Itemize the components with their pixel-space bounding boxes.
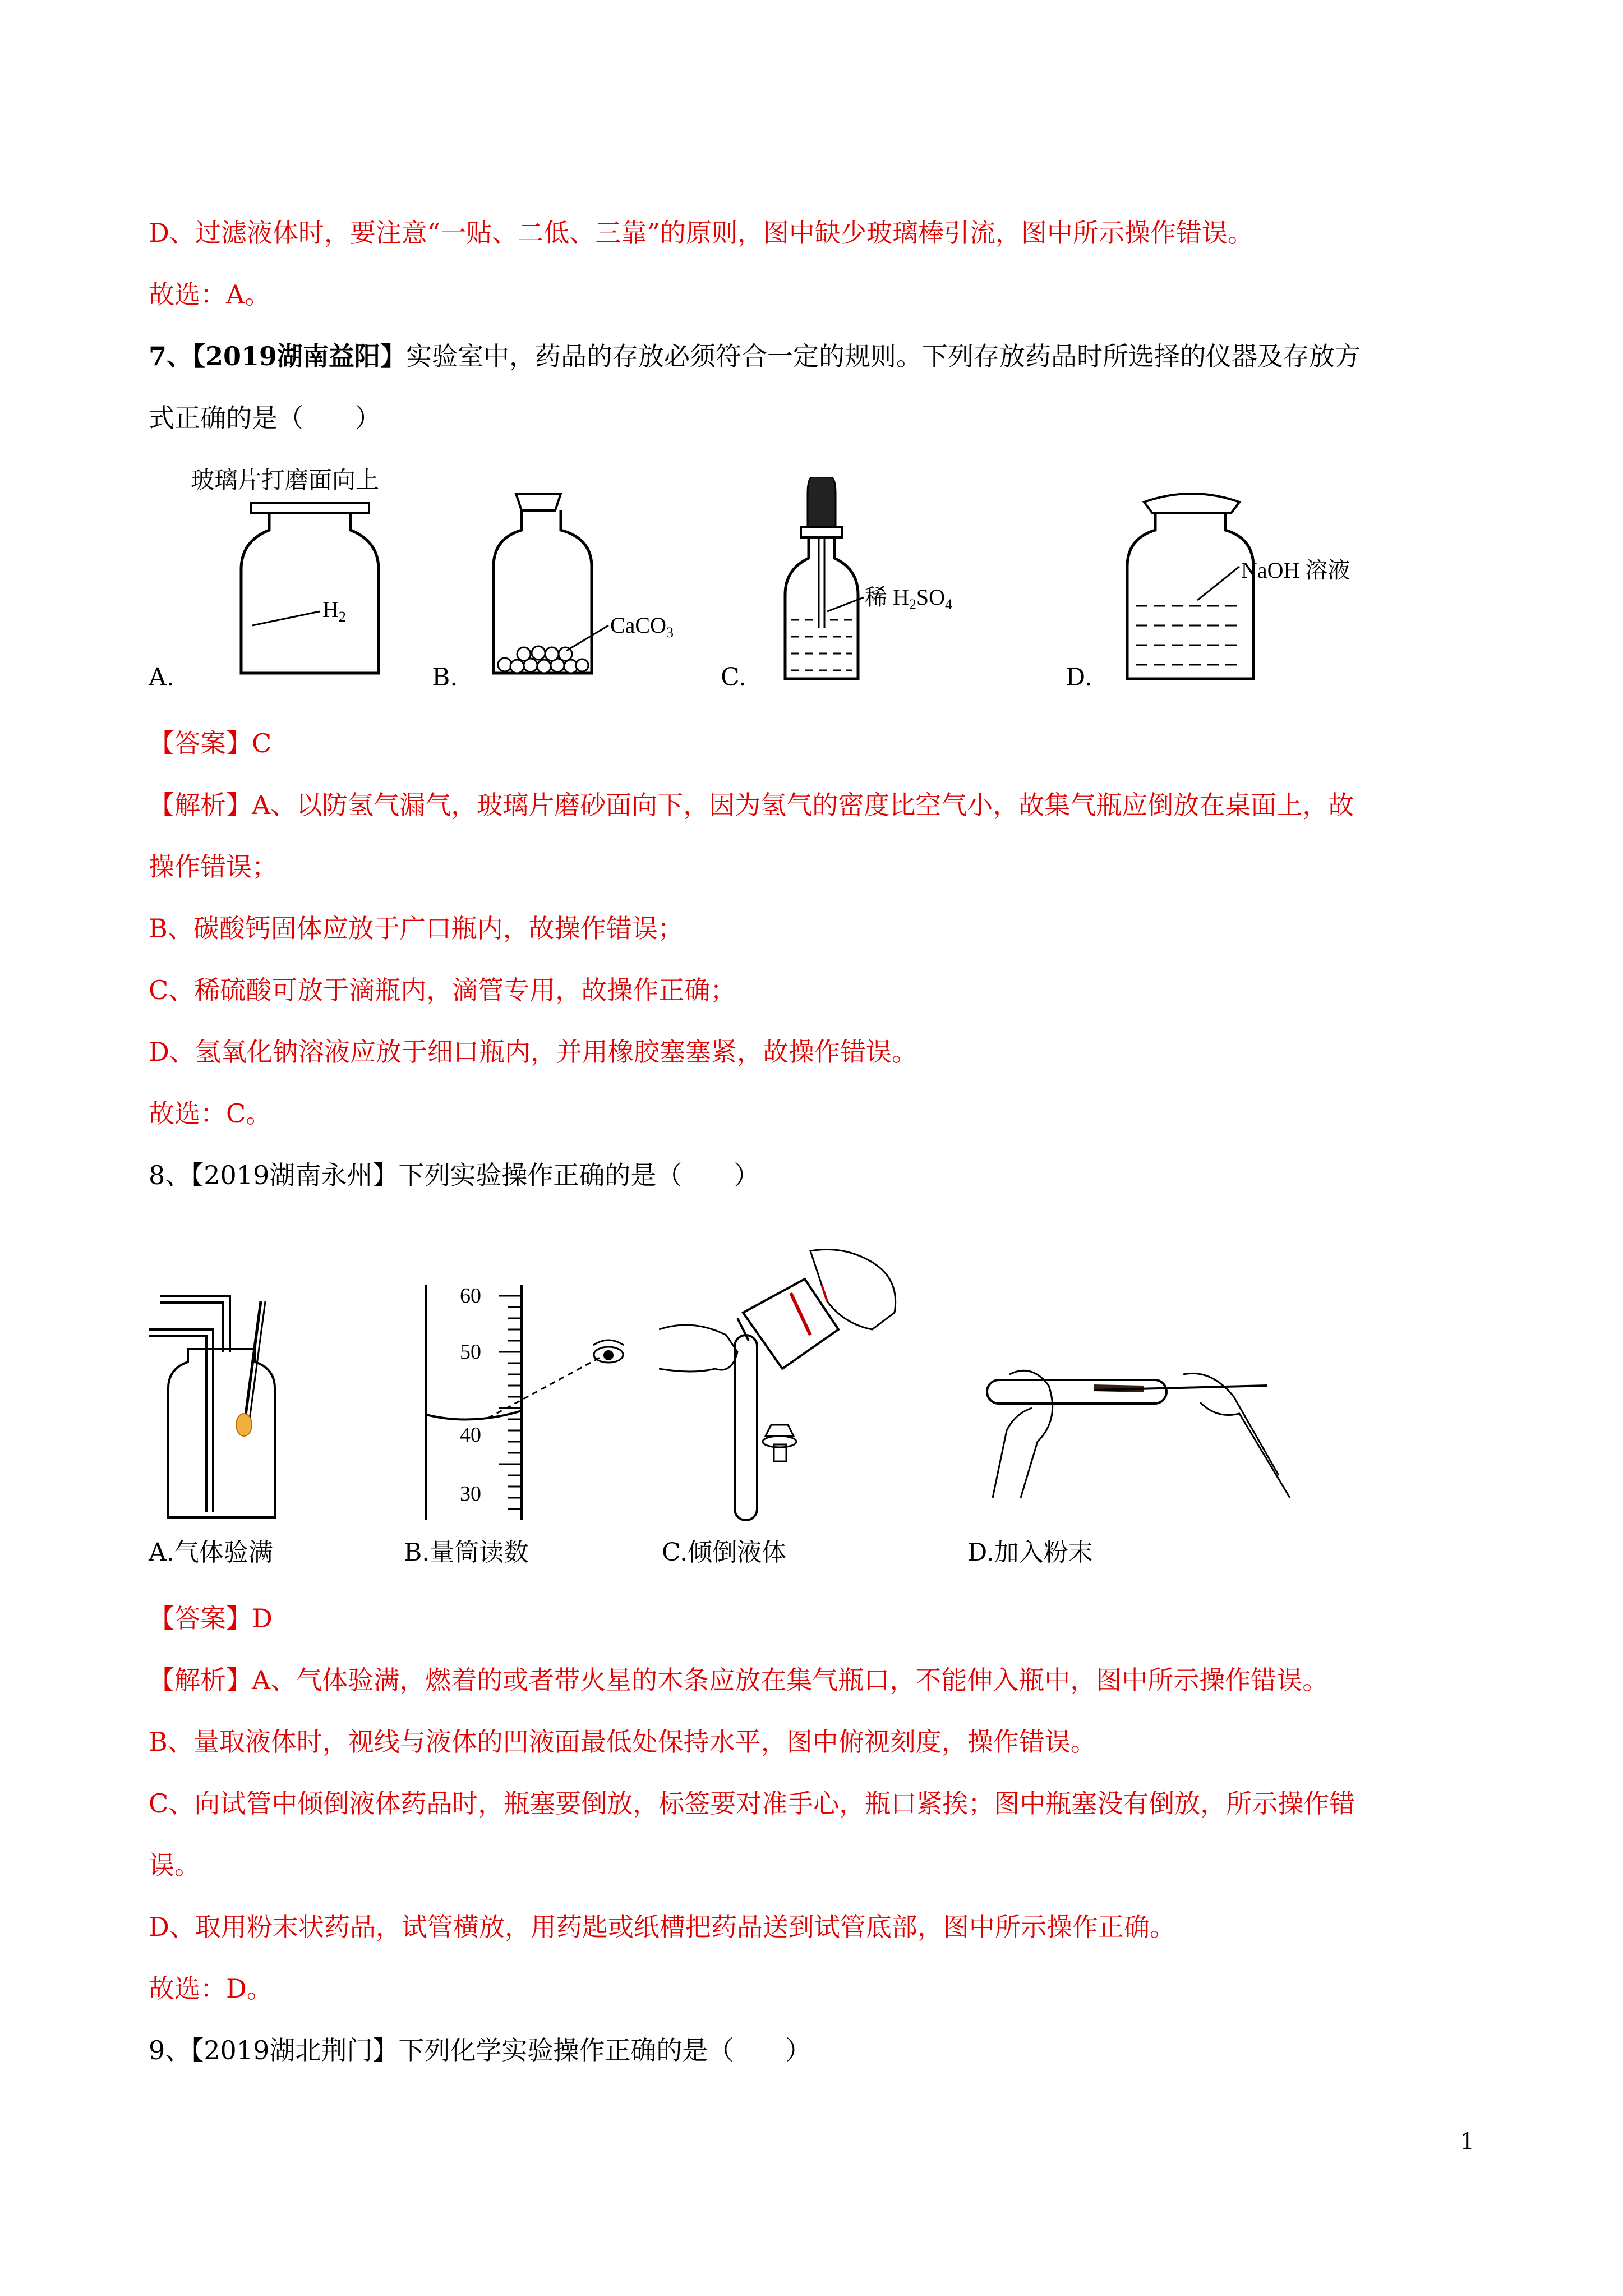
q8-analysis-d: D、取用粉末状药品，试管横放，用药匙或纸槽把药品送到试管底部，图中所示操作正确。 (149, 1912, 1175, 1942)
q7-stem-text: 实验室中，药品的存放必须符合一定的规则。下列存放药品时所选择的仪器及存放方 (406, 341, 1361, 371)
q7-fig-c-h2so4-sub2: 4 (945, 596, 953, 613)
q8-figure-b-graduated-cylinder (415, 1279, 639, 1526)
q7-fig-d-naoh: NaOH 溶液 (1241, 558, 1350, 583)
q8-analysis-c-line2: 误。 (149, 1850, 200, 1880)
q8-answer-choice: 故选：D。 (149, 1973, 273, 2004)
q7-answer-tag: 【答案】 (149, 728, 252, 758)
q7-figure-a-gas-bottle (185, 463, 409, 687)
q7-figure-c-dropper-bottle (774, 477, 1021, 690)
q8-analysis-c-line1: C、向试管中倾倒液体药品时，瓶塞要倒放，标签要对准手心，瓶口紧挨；图中瓶塞没有倒放，所示操作错 (149, 1788, 1355, 1819)
q7-option-c: C. (721, 663, 747, 692)
q8-scale-50: 50 (460, 1340, 481, 1364)
q7-analysis-b: B、碳酸钙固体应放于广口瓶内，故操作错误； (149, 913, 684, 944)
q7-analysis-a-line2: 操作错误； (149, 852, 278, 882)
q9-stem-text: 下列化学实验操作正确的是（ ） (398, 2035, 811, 2065)
q8-scale-30: 30 (460, 1482, 481, 1506)
q7-fig-a-h2: H (322, 597, 339, 622)
page-number: 1 (1460, 2129, 1474, 2155)
q8-answer-tag: 【答案】 (149, 1603, 252, 1634)
q8-scale-60: 60 (460, 1284, 481, 1308)
q7-analysis-a-text: A、以防氢气漏气，玻璃片磨砂面向下，因为氢气的密度比空气小，故集气瓶应倒放在桌面上，故 (252, 790, 1354, 820)
q7-fig-c-h2so4: 稀 H (865, 585, 909, 610)
q7-analysis-tag: 【解析】 (149, 790, 252, 820)
q7-stem-line2: 式正确的是（ ） (149, 403, 381, 433)
q8-option-a: A.气体验满 (149, 1538, 273, 1567)
q7-source: 【2019湖南益阳】 (192, 341, 407, 371)
q8-analysis-a (149, 1663, 1328, 1697)
q9-stem (149, 2033, 811, 2067)
q7-figure-b-wide-mouth-bottle (482, 488, 729, 684)
q8-option-d: D.加入粉末 (967, 1538, 1093, 1567)
prev-answer-choice: 故选：A。 (149, 279, 271, 310)
svg-text:H2 (322, 597, 346, 625)
q7-option-a: A. (149, 663, 174, 692)
q8-number: 8、 (149, 1160, 191, 1190)
q7-figure-d-narrow-mouth-bottle (1119, 488, 1433, 684)
q7-number: 7、 (149, 341, 193, 371)
q8-answer-value: D (252, 1603, 273, 1634)
q8-option-b: B.量筒读数 (404, 1538, 529, 1567)
q7-fig-c-h2so4-b: SO (916, 585, 946, 610)
q9-number: 9、 (149, 2035, 191, 2065)
q8-analysis-b: B、量取液体时，视线与液体的凹液面最低处保持水平，图中俯视刻度，操作错误。 (149, 1727, 1096, 1757)
q8-analysis-a-text: A、气体验满，燃着的或者带火星的木条应放在集气瓶口，不能伸入瓶中，图中所示操作错误。 (252, 1665, 1329, 1695)
q7-fig-a-caption: 玻璃片打磨面向上 (191, 468, 380, 494)
q7-analysis-c: C、稀硫酸可放于滴瓶内，滴管专用，故操作正确； (149, 975, 736, 1005)
q7-analysis-a-line1 (149, 788, 1354, 822)
q7-answer-choice: 故选：C。 (149, 1098, 272, 1129)
q8-option-c: C.倾倒液体 (662, 1538, 787, 1567)
q7-fig-b-caco3: CaCO (610, 613, 666, 638)
q8-stem-text: 下列实验操作正确的是（ ） (398, 1160, 760, 1190)
q7-stem-line1 (149, 339, 1361, 373)
q9-source: 【2019湖北荆门】 (191, 2035, 399, 2065)
q8-analysis-tag: 【解析】 (149, 1665, 252, 1695)
svg-text:CaCO3 (610, 613, 674, 641)
q7-fig-a-h2-sub: 2 (338, 609, 346, 625)
svg-text:稀 H2SO4 (865, 585, 952, 613)
q7-fig-b-caco3-sub: 3 (666, 624, 674, 641)
q8-figure-c-pouring-liquid (659, 1240, 928, 1526)
q7-fig-c-h2so4-sub1: 2 (909, 596, 916, 613)
q8-figure-a-gas-collection-bottle (149, 1290, 294, 1526)
q8-source: 【2019湖南永州】 (191, 1160, 399, 1190)
q8-answer (149, 1602, 273, 1635)
q7-answer-value: C (252, 728, 272, 758)
q7-option-b: B. (432, 663, 458, 692)
prev-option-d-explanation: D、过滤液体时，要注意“一贴、二低、三靠”的原则，图中缺少玻璃棒引流，图中所示操作错误。 (149, 218, 1253, 248)
q7-analysis-d: D、氢氧化钠溶液应放于细口瓶内，并用橡胶塞塞紧，故操作错误。 (149, 1037, 917, 1067)
q8-figure-d-adding-powder (976, 1363, 1301, 1509)
q7-option-d: D. (1066, 663, 1092, 692)
q7-answer (149, 726, 271, 760)
q8-stem (149, 1158, 759, 1192)
q8-scale-40: 40 (460, 1423, 481, 1447)
